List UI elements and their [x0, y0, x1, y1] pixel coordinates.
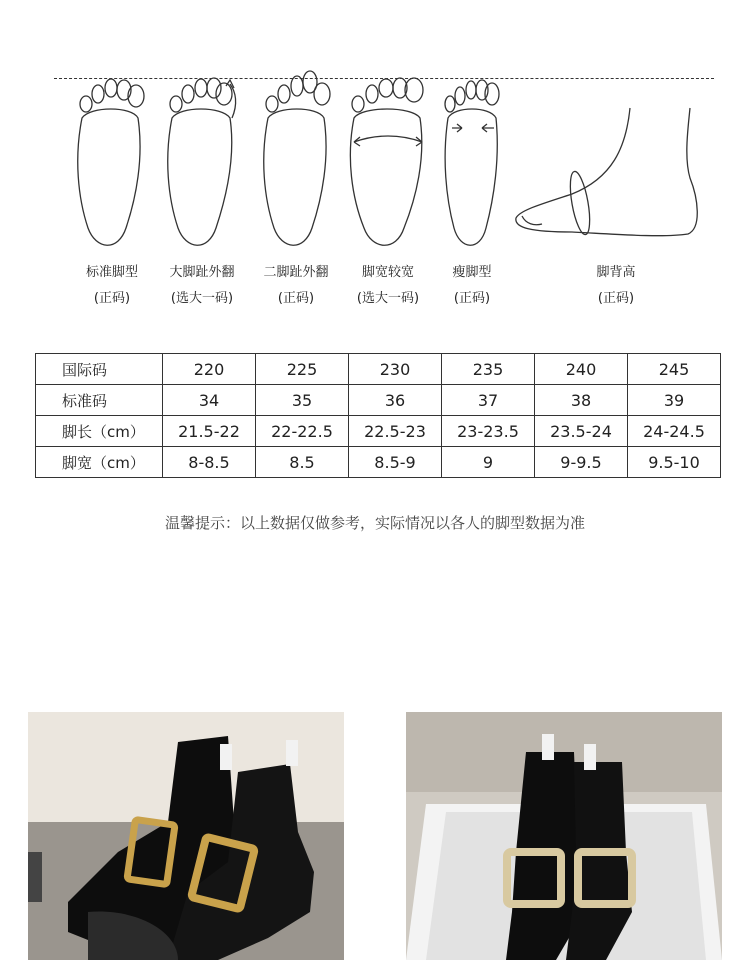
- table-cell: 240: [535, 354, 628, 385]
- row-header: 脚长（cm）: [36, 416, 163, 447]
- foot-type-advice: (正码): [597, 291, 635, 306]
- table-cell: 35: [256, 385, 349, 416]
- row-header: 脚宽（cm）: [36, 447, 163, 478]
- foot-type-name: 大脚趾外翻: [169, 265, 235, 280]
- foot-type-advice: (正码): [453, 291, 491, 306]
- table-cell: 235: [442, 354, 535, 385]
- table-cell: 23.5-24: [535, 416, 628, 447]
- table-row: [36, 416, 721, 447]
- foot-type-label: [152, 260, 252, 312]
- table-cell: 38: [535, 385, 628, 416]
- table-cell: 8-8.5: [163, 447, 256, 478]
- foot-type-advice: (正码): [93, 291, 131, 306]
- foot-type-label: [62, 260, 162, 312]
- foot-type-name: 瘦脚型: [452, 265, 492, 280]
- foot-type-name: 二脚趾外翻: [263, 265, 329, 280]
- table-row: [36, 447, 721, 478]
- table-row: [36, 354, 721, 385]
- row-header: 国际码: [36, 354, 163, 385]
- foot-type-label: [246, 260, 346, 312]
- foot-type-name: 标准脚型: [85, 265, 138, 280]
- table-cell: 9.5-10: [628, 447, 721, 478]
- row-header: 标准码: [36, 385, 163, 416]
- table-cell: 21.5-22: [163, 416, 256, 447]
- bunion-foot-illustration: [162, 78, 240, 258]
- standard-foot-illustration: [72, 78, 150, 258]
- table-cell: 9: [442, 447, 535, 478]
- foot-type-label: [566, 260, 666, 312]
- table-cell: 230: [349, 354, 442, 385]
- table-cell: 39: [628, 385, 721, 416]
- foot-type-name: 脚宽较宽: [361, 265, 414, 280]
- product-photo-rhinestone-buckle: [406, 712, 722, 960]
- table-cell: 225: [256, 354, 349, 385]
- table-cell: 245: [628, 354, 721, 385]
- table-cell: 23-23.5: [442, 416, 535, 447]
- foot-type-advice: (选大一码): [356, 291, 420, 306]
- table-cell: 9-9.5: [535, 447, 628, 478]
- size-chart-table: [35, 353, 721, 478]
- table-row: [36, 385, 721, 416]
- product-photo-gold-buckle: [28, 712, 344, 960]
- table-cell: 37: [442, 385, 535, 416]
- table-cell: 22-22.5: [256, 416, 349, 447]
- table-cell: 24-24.5: [628, 416, 721, 447]
- table-cell: 8.5-9: [349, 447, 442, 478]
- size-tip-note: 温馨提示：以上数据仅做参考，实际情况以各人的脚型数据为准: [164, 514, 585, 532]
- slim-foot-illustration: [440, 78, 504, 258]
- wide-foot-illustration: [346, 78, 430, 258]
- foot-type-guide: [40, 60, 720, 320]
- foot-type-advice: (选大一码): [170, 291, 234, 306]
- table-cell: 220: [163, 354, 256, 385]
- high-instep-foot-illustration: [512, 78, 702, 258]
- table-cell: 34: [163, 385, 256, 416]
- foot-type-advice: (正码): [277, 291, 315, 306]
- foot-type-label: [422, 260, 522, 312]
- table-cell: 36: [349, 385, 442, 416]
- foot-type-name: 脚背高: [596, 265, 636, 280]
- table-cell: 8.5: [256, 447, 349, 478]
- table-cell: 22.5-23: [349, 416, 442, 447]
- second-toe-foot-illustration: [258, 78, 336, 258]
